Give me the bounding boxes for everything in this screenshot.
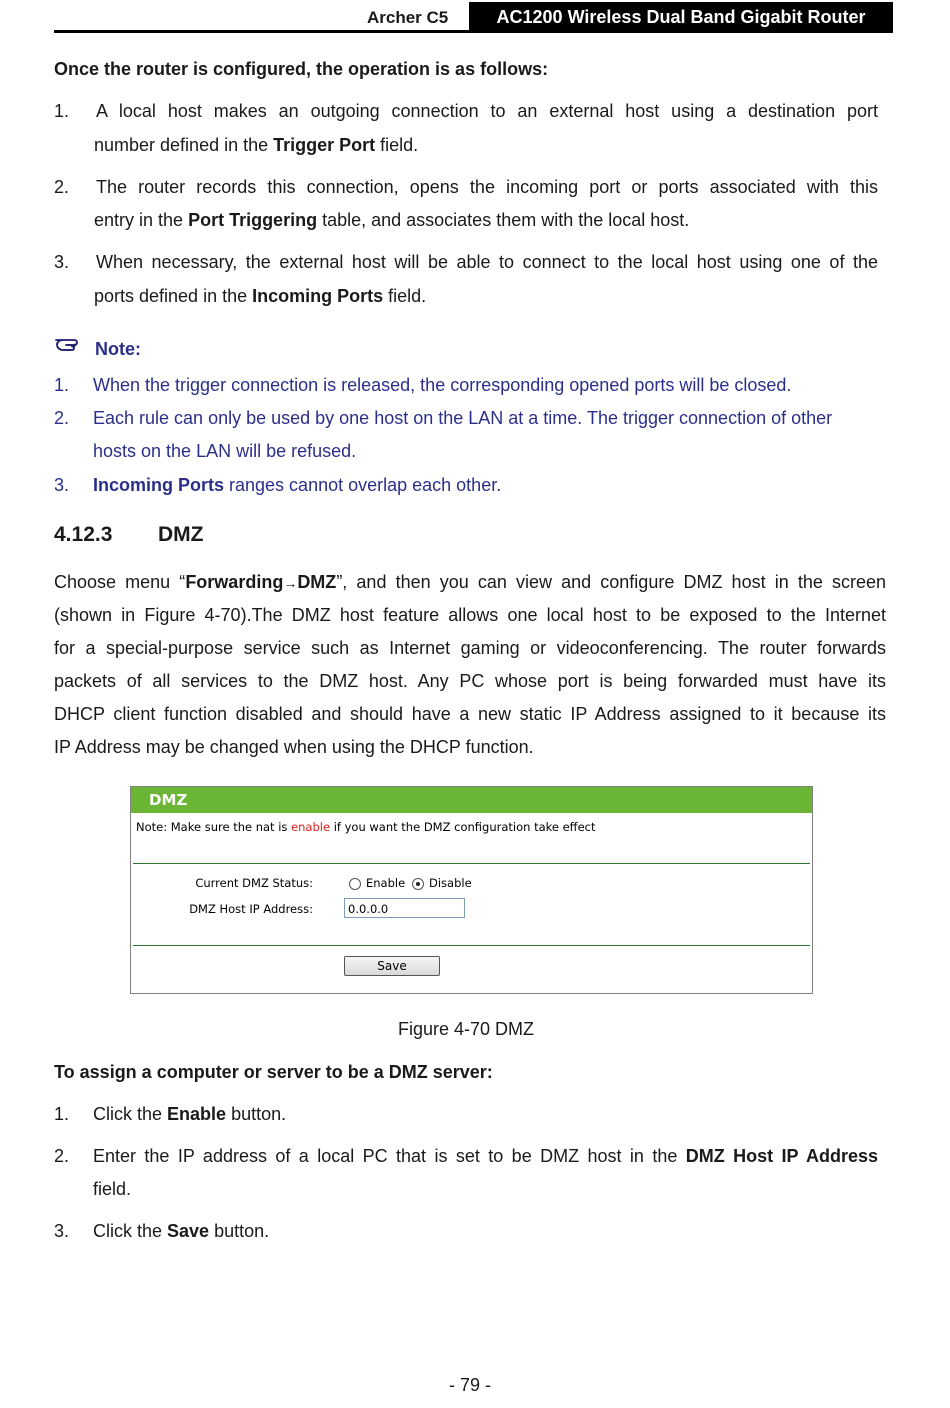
- disable-radio-label[interactable]: Disable: [429, 876, 472, 890]
- assign-step-text-cont: field.: [93, 1179, 132, 1199]
- step-text-cont: ports defined in the Incoming Ports field.: [94, 286, 427, 306]
- section-title: DMZ: [158, 523, 204, 546]
- assign-step-number: 1.: [54, 1104, 70, 1124]
- pointing-hand-icon: [54, 334, 86, 354]
- assign-step-text: Click the Enable button.: [93, 1104, 287, 1124]
- figure-divider: [133, 945, 810, 946]
- enable-radio[interactable]: [349, 878, 361, 890]
- assign-step-number: 3.: [54, 1221, 70, 1241]
- disable-radio[interactable]: [412, 878, 424, 890]
- header-product: AC1200 Wireless Dual Band Gigabit Router: [469, 2, 893, 33]
- body-line: (shown in Figure 4-70).The DMZ host feature allows one local host to be exposed to the Internet: [54, 605, 886, 625]
- figure-note: Note: Make sure the nat is enable if you want the DMZ configuration take effect: [136, 820, 596, 834]
- save-button[interactable]: Save: [344, 956, 440, 976]
- note-text: When the trigger connection is released, the corresponding opened ports will be closed.: [93, 375, 792, 395]
- step-text: The router records this connection, opens the incoming port or ports associated with this: [96, 177, 878, 197]
- assign-step-number: 2.: [54, 1146, 70, 1166]
- step-text-cont: number defined in the Trigger Port field.: [94, 135, 419, 155]
- assign-step-text: Enter the IP address of a local PC that is set to be DMZ host in the DMZ Host IP Address: [93, 1146, 879, 1166]
- step-number: 2.: [54, 177, 70, 197]
- step-number: 3.: [54, 252, 70, 272]
- dmz-host-ip-label: DMZ Host IP Address:: [189, 902, 313, 916]
- figure-title-bar: [131, 787, 812, 813]
- note-text-cont: hosts on the LAN will be refused.: [93, 441, 357, 461]
- body-line: for a special-purpose service such as Internet gaming or videoconferencing. The router forwards: [54, 638, 886, 658]
- note-text: Incoming Ports ranges cannot overlap each other.: [93, 475, 502, 495]
- intro-heading: Once the router is configured, the operation is as follows:: [54, 59, 549, 79]
- note-number: 2.: [54, 408, 70, 428]
- step-text: A local host makes an outgoing connection to an external host using a destination port: [96, 101, 878, 121]
- enable-radio-label[interactable]: Enable: [366, 876, 406, 890]
- dmz-status-label: Current DMZ Status:: [195, 876, 313, 890]
- step-text: When necessary, the external host will be able to connect to the local host using one of the: [96, 252, 878, 272]
- body-line: packets of all services to the DMZ host. Any PC whose port is being forwarded must have its: [54, 671, 886, 691]
- dmz-host-ip-input[interactable]: 0.0.0.0: [344, 898, 465, 918]
- page-number: - 79 -: [449, 1375, 492, 1395]
- note-heading: Note:: [95, 339, 141, 359]
- body-line: IP Address may be changed when using the DHCP function.: [54, 737, 534, 757]
- figure-caption: Figure 4-70 DMZ: [398, 1019, 535, 1039]
- section-number: 4.12.3: [54, 523, 113, 546]
- step-number: 1.: [54, 101, 70, 121]
- note-text: Each rule can only be used by one host on the LAN at a time. The trigger connection of other: [93, 408, 833, 428]
- figure-divider: [133, 863, 810, 864]
- figure-title: DMZ: [149, 791, 188, 809]
- note-number: 3.: [54, 475, 70, 495]
- body-line: Choose menu “Forwarding→DMZ”, and then you can view and configure DMZ host in the screen: [54, 572, 886, 592]
- header-model: Archer C5: [367, 8, 449, 27]
- step-text-cont: entry in the Port Triggering table, and associates them with the local host.: [94, 210, 690, 230]
- assign-step-text: Click the Save button.: [93, 1221, 270, 1241]
- note-number: 1.: [54, 375, 70, 395]
- assign-heading: To assign a computer or server to be a DMZ server:: [54, 1062, 493, 1082]
- dmz-figure: [130, 786, 813, 994]
- header-rule: [54, 30, 893, 33]
- body-line: DHCP client function disabled and should have a new static IP Address assigned to it because its: [54, 704, 886, 724]
